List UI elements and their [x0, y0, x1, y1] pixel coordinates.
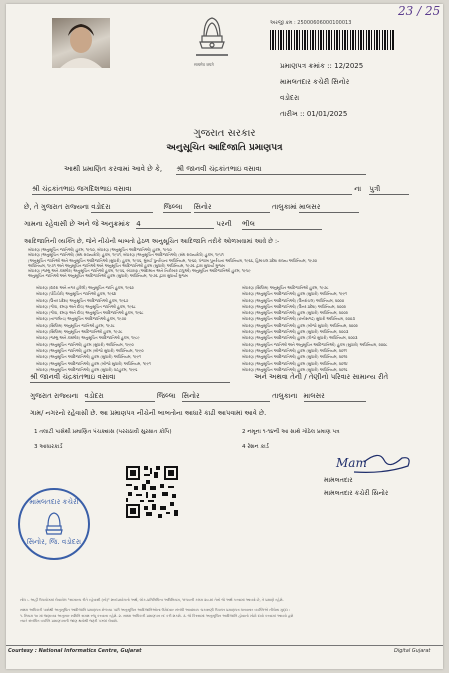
- state-label: ગુજરાત રાજ્યના: [30, 392, 79, 400]
- handwritten-number: 23 / 25: [398, 4, 441, 18]
- seal-top-text: મામલતદાર કચેરી: [29, 498, 79, 506]
- order-line: બંધારણ (અનુસૂચિત આદિજાતિઓ) હુકમ (સુધારો) અધિનિયમ, ૨૦૦૩: [242, 329, 349, 335]
- residency-subdistrict: સિનોર: [182, 392, 270, 402]
- order-line: બંધારણ (સિક્કિમ) અનુસૂચિત આદિજાતિઓ હુકમ, ૧૯૭૮: [36, 329, 123, 335]
- serial-number: 4: [136, 220, 214, 229]
- footer-divider: [6, 645, 443, 646]
- issuing-place: વડોદરા: [280, 94, 300, 102]
- emblem-caption: सत्यमेव जयते: [194, 62, 214, 67]
- order-line: બંધારણ (અનુસૂચિત આદિજાતિઓ) હુકમ (સુધારો) અધિનિયમ, ૨૦૧૧: [242, 347, 348, 353]
- order-line: બંધારણ (અનુસૂચિત જાતિઓ અને અનુસૂચિત આદિજાતિઓ) હુકમ (સુધારો) અધિનિયમ, ૨૦૦૮: [242, 341, 388, 347]
- order-line: બંધારણ (દાદરા અને નગર હવેલી) અનુસૂચિત જાતિ હુકમ, ૧૯૬૨: [36, 285, 134, 290]
- district-label: જિલ્લા: [163, 203, 191, 213]
- order-line: બંધારણ (અનુસૂચિત આદિજાતિઓ) હુકમ (બીજો સુધારો) અધિનિયમ, ૨૦૦૨: [242, 322, 358, 328]
- caste-prefix: ગામના રહેવાસી છે અને જે અનુક્રમાંક: [24, 220, 130, 228]
- certify-line: [64, 165, 366, 175]
- footer-courtesy: Courtesy : National Informatics Centre, Gujarat: [8, 648, 142, 654]
- order-line: બંધારણ (અનુસૂચિત આદિજાતિઓ) હુકમ (સુધારો) અધિનિયમ, ૨૦૧૪: [242, 360, 348, 366]
- orders-right: [242, 285, 438, 373]
- certificate-number-label: પ્રમાણપત્ર ક્રમાંક ::: [280, 62, 332, 70]
- basis-item-2: 2 નમૂના ૧-૧૪ની આ સાથે ગોઠેલ પ્રમાણ પત્ર: [242, 429, 340, 435]
- residence-line: [24, 203, 359, 213]
- certificate-number: 12/2025: [334, 62, 364, 70]
- residency-text: અને અથવા તેની / તેણીનો પરિવાર સામાન્ય રીતે: [254, 373, 389, 381]
- order-line: (અનુસૂચિત જાતિઓ અને અનુસૂચિત આદિજાતિઓ (સુધારો) હુકમ, ૧૯૫૬, મુંબઈ પુનર્રચના અધિનિયમ, ૧૯૬૦, પંજાબ પુનર્રચના અધિનિયમ, ૧૯૬૬, હિમાચલ પ્રદેશ રાજ્ય અધિનિયમ, ૧૯૭૦: [28, 257, 317, 263]
- taluka-label-2: તાલુકાના: [272, 392, 298, 400]
- order-line: બંધારણ (અનુસૂચિત જાતિઓ) હુકમ (બીજો સુધારો) અધિનિયમ, ૧૯૯૦: [36, 347, 144, 353]
- note-line: નોંધ :- અહીં ઉપયોગમાં લેવાયેલ "સામાન્ય રીતે રહેવાસી (નો)" શબ્દપ્રયોગનો અર્થ, લોક-પ્રતિનિધિત્વ અધિનિયમ, ૧૯૫૦ની કલમ ૨૦-માં તેનો જે અર્થ કરવામાં આવ્યો છે, તે પ્રમાણે રહેશે.: [20, 598, 284, 602]
- notes-block: [20, 598, 432, 624]
- order-line: બંધારણ (અનુસૂચિત આદિજાતિઓ) હુકમ (સુધારો) અધિનિયમ, ૨૦૧૬: [242, 366, 348, 372]
- order-line: બંધારણ (જમ્મુ અને કાશ્મીર) અનુસૂચિત જાતિઓ હુકમ, ૧૯૫૬, બંધારણ (આંદામાન અને નિકોબાર ટાપુઓ) અનુસૂચિત આદિજાતિઓ હુકમ, ૧૯૫૯: [28, 268, 251, 274]
- signatory-title: મામલતદાર: [324, 476, 353, 484]
- signature-scribble: Mam: [336, 456, 367, 470]
- applicant-photo: [52, 18, 110, 68]
- certificate-number-row: [280, 62, 363, 71]
- order-line: બંધારણ (અનુસૂચિત આદિજાતિઓ) હુકમ (બીજો સુધારો) અધિનિયમ, ૧૯૯૧: [36, 360, 151, 366]
- order-line: બંધારણ (અનુસૂચિત આદિજાતિઓ) (ઉત્તર પ્રદેશ) અધિનિયમ, ૨૦૦૨: [242, 303, 346, 309]
- qr-code: [124, 464, 180, 520]
- residence-prefix: છે, તે ગુજરાત રાજ્યના: [24, 203, 89, 211]
- district-label-2: જિલ્લા: [156, 392, 176, 400]
- taluka-label: તાલુકામાં: [271, 203, 297, 211]
- order-line: બંધારણ (અનુસૂચિત આદિજાતિઓ) હુકમ (સુધારો) અધિનિયમ, ૧૯૯૧: [242, 291, 348, 297]
- basis-item-3: 3 આધારકાર્ડ: [34, 444, 63, 450]
- order-line: બંધારણ (જમ્મુ અને કાશ્મીર) અનુસૂચિત આદિજાતિઓ હુકમ, ૧૯૮૯: [36, 335, 140, 341]
- order-line: બંધારણ (અનુસૂચિત આદિજાતિઓ) હુકમ (ત્રીજો સુધારો) અધિનિયમ, ૨૦૦૩: [242, 335, 358, 341]
- note-line: ત્યારે સંબંધિત વ્યક્તિ પ્રમાણપત્રની જાણ થયેથી જરૂરી પગલાં લેવાશે.: [20, 618, 118, 623]
- order-line: બંધારણ (સિક્કિમ) અનુસૂચિત આદિજાતિઓ હુકમ, ૧૯૭૮: [242, 285, 329, 290]
- office-seal: [18, 488, 90, 560]
- order-line: બંધારણ (અનુસૂચિત આદિજાતિઓ) હુકમ (સુધારો) અધિનિયમ, ૨૦૧૨: [242, 354, 348, 360]
- government-title: ગુજરાત સરકાર: [193, 128, 256, 139]
- parent-line: [32, 185, 409, 195]
- tribe-name: ભીલ: [242, 220, 322, 230]
- certificate-title: અનુસૂચિત આદિજાતિ પ્રમાણપત્ર: [166, 143, 283, 153]
- certificate-page: [6, 4, 443, 669]
- order-line: બંધારણ (અનુસૂચિત આદિજાતિઓ) (ઉત્તરાંચલ) અધિનિયમ, ૨૦૦૦: [242, 297, 345, 303]
- relation-label: ના: [354, 185, 362, 193]
- seal-bottom-text: સિનોર, જિ. વડોદરા: [26, 538, 82, 546]
- note-line: ૧. નિયમ ૧૦ માં જણાવ્યા અનુસાર સમિતિ સમક્ષ રજૂ કરવાના રહેશે. ૨. સક્ષમ અધિકારી પ્રમાણપત્ર રદ કરી શકશે. ૩. જે કિસ્સામાં અનુસૂચિત આદિજાતિ હોવાનો ખોટો દાવો કરવામાં આવ્યો હશે: [20, 613, 294, 618]
- order-line: બંધારણ (અનુસૂચિત આદિજાતિઓ) (છત્તીસગઢ) સુધારો અધિનિયમ, ૨૦૦૩: [242, 316, 355, 322]
- signature-stroke-icon: [324, 452, 414, 478]
- residency-place-line: [30, 392, 366, 402]
- note-line: સક્ષમ અધિકારી પાસેથી અનુસૂચિત આદિજાતિ પ્રમાણપત્ર મેળવ્યા પછી અનુસૂચિત આદિજાતિઓના ઉમેદવાર સંબંધી આવશ્યક ચકાસણી ઉપરાંત પ્રમાણપત્ર ધરાવનાર વ્યક્તિએ નીચેના મુદ્દા :: [20, 608, 291, 613]
- residency-district: વડોદરા: [85, 392, 155, 402]
- order-line: બંધારણ (પોંડિચેરી) અનુસૂચિત જાતિઓ હુકમ, ૧૯૬૪: [36, 291, 117, 297]
- certify-prefix: આથી પ્રમાણિત કરવામાં આવે છે કે,: [64, 165, 163, 173]
- order-line: બંધારણ (ગોવા, દમણ અને દીવ) અનુસૂચિત જાતિઓ હુકમ, ૧૯૬૮: [36, 303, 136, 309]
- signatory-office: મામલતદાર કચેરી સિનોર: [324, 489, 389, 497]
- holder-name: શ્રી જાનવી ચંદ્રકાંતભાઇ વસાવા: [176, 165, 366, 175]
- issue-date: 01/01/2025: [306, 110, 348, 118]
- basis-intro: ગામ/ નગરનો રહેવાસી છે. આ પ્રમાણપત્ર નીચેની બાબતોના આધારે કાઢી આપવામાં આવે છે.: [30, 409, 267, 417]
- seal-emblem-icon: [42, 510, 66, 536]
- residence-taluka: માલસર: [299, 203, 359, 213]
- order-line: અનુસૂચિત જાતિઓ અને અનુસૂચિત આદિજાતિઓ હુકમ (સુધારો) અધિનિયમ, ૧૯૭૬ દ્વારા સુધાર્યા મુજબ: [28, 273, 188, 279]
- issue-date-label: તારીખ ::: [280, 110, 305, 118]
- father-name: શ્રી ચંદ્રકાંતભાઇ જગદિશભાઇ વસાવા: [32, 185, 352, 195]
- issue-date-row: [280, 110, 347, 119]
- caste-mid: પરની: [216, 220, 232, 228]
- basis-item-4: 4 રેશન કાર્ડ: [242, 444, 269, 450]
- residence-subdistrict: સિનોર: [194, 203, 270, 213]
- relation: પુત્રી: [369, 185, 409, 195]
- orders-top: [28, 247, 428, 279]
- barcode: [270, 30, 395, 50]
- orders-left: [36, 285, 226, 373]
- order-line: બંધારણ (નાગાલેન્ડ) અનુસૂચિત આદિજાતિઓ હુકમ, ૧૯૭૦: [36, 316, 127, 322]
- order-line: બંધારણ (ઉત્તર પ્રદેશ) અનુસૂચિત આદિજાતિઓ હુકમ, ૧૯૬૭: [36, 297, 129, 303]
- residence-district: વડોદરા: [91, 203, 153, 213]
- order-line: બંધારણ (અનુસૂચિત આદિજાતિઓ) હુકમ (સુધારો) અધિનિયમ, ૧૯૯૧: [36, 354, 142, 360]
- residency-taluka: માલસર: [304, 392, 366, 402]
- order-line: બંધારણ (સિક્કિમ) અનુસૂચિત જાતિઓ હુકમ, ૧૯૭૮: [36, 322, 115, 328]
- order-line: બંધારણ (ગોવા, દમણ અને દીવ) અનુસૂચિત આદિજાતિઓ હુકમ, ૧૯૬૮: [36, 310, 144, 316]
- order-line: બંધારણ (અનુસૂચિત જાતિઓ) હુકમ, ૧૯૫૦, બંધારણ (અનુસૂચિત આદિજાતિઓ) હુકમ, ૧૯૫૦: [28, 247, 172, 252]
- issuing-office: મામલતદાર કચેરી સિનોર: [280, 78, 350, 86]
- recognition-line: આદિજાતિની વ્યક્તિ છે, જેને નીચેની બાબતો હેઠળ અનુસૂચિત આદિજાતિ તરીકે ઓળખવામાં આવે છે :-: [24, 238, 280, 245]
- holder-name-repeat: શ્રી જાનવી ચંદ્રકાંતભાઇ વસાવા: [30, 373, 230, 383]
- order-line: બંધારણ (અનુસૂચિત આદિજાતિઓ) હુકમ (સુધારો) અધિનિયમ, ૨૦૦૨: [242, 310, 348, 316]
- residency-name-line: [30, 373, 388, 383]
- order-line: અધિનિયમ, ૧૯૭૧ અને અનુસૂચિત જાતિઓ અને અનુસૂચિત આદિજાતિઓ હુકમ (સુધારો) અધિનિયમ, ૧૯૭૬ દ્વારા સુધાર્યા મુજબ: [28, 262, 225, 268]
- national-emblem-icon: [192, 10, 232, 62]
- order-line: બંધારણ (અનુસૂચિત જાતિઓ) હુકમ (સુધારો) અધિનિયમ, ૧૯૯૦: [36, 341, 134, 347]
- application-number: અરજી ક્રમ : 25000606000100013: [270, 20, 352, 26]
- order-line: બંધારણ (અનુસૂચિત જાતિઓ) (સંઘ રાજ્યક્ષેત્રો) હુકમ, ૧૯૫૧, બંધારણ (અનુસૂચિત આદિજાતિઓ) (સંઘ રાજ્યક્ષેત્રો) હુકમ, ૧૯૫૧: [28, 252, 224, 258]
- order-line: બંધારણ (અનુસૂચિત આદિજાતિઓ) હુકમ (સુધારો) વટહુકમ, ૧૯૯૬: [36, 366, 138, 372]
- caste-line: [24, 220, 322, 230]
- basis-item-1: 1 તલાટી પાસેથી પ્રમાણિત પંચક્યાસ (પરરાઠાવી સુરક્ષાત કોપિ): [34, 429, 172, 435]
- footer-brand: Digital Gujarat: [394, 648, 431, 654]
